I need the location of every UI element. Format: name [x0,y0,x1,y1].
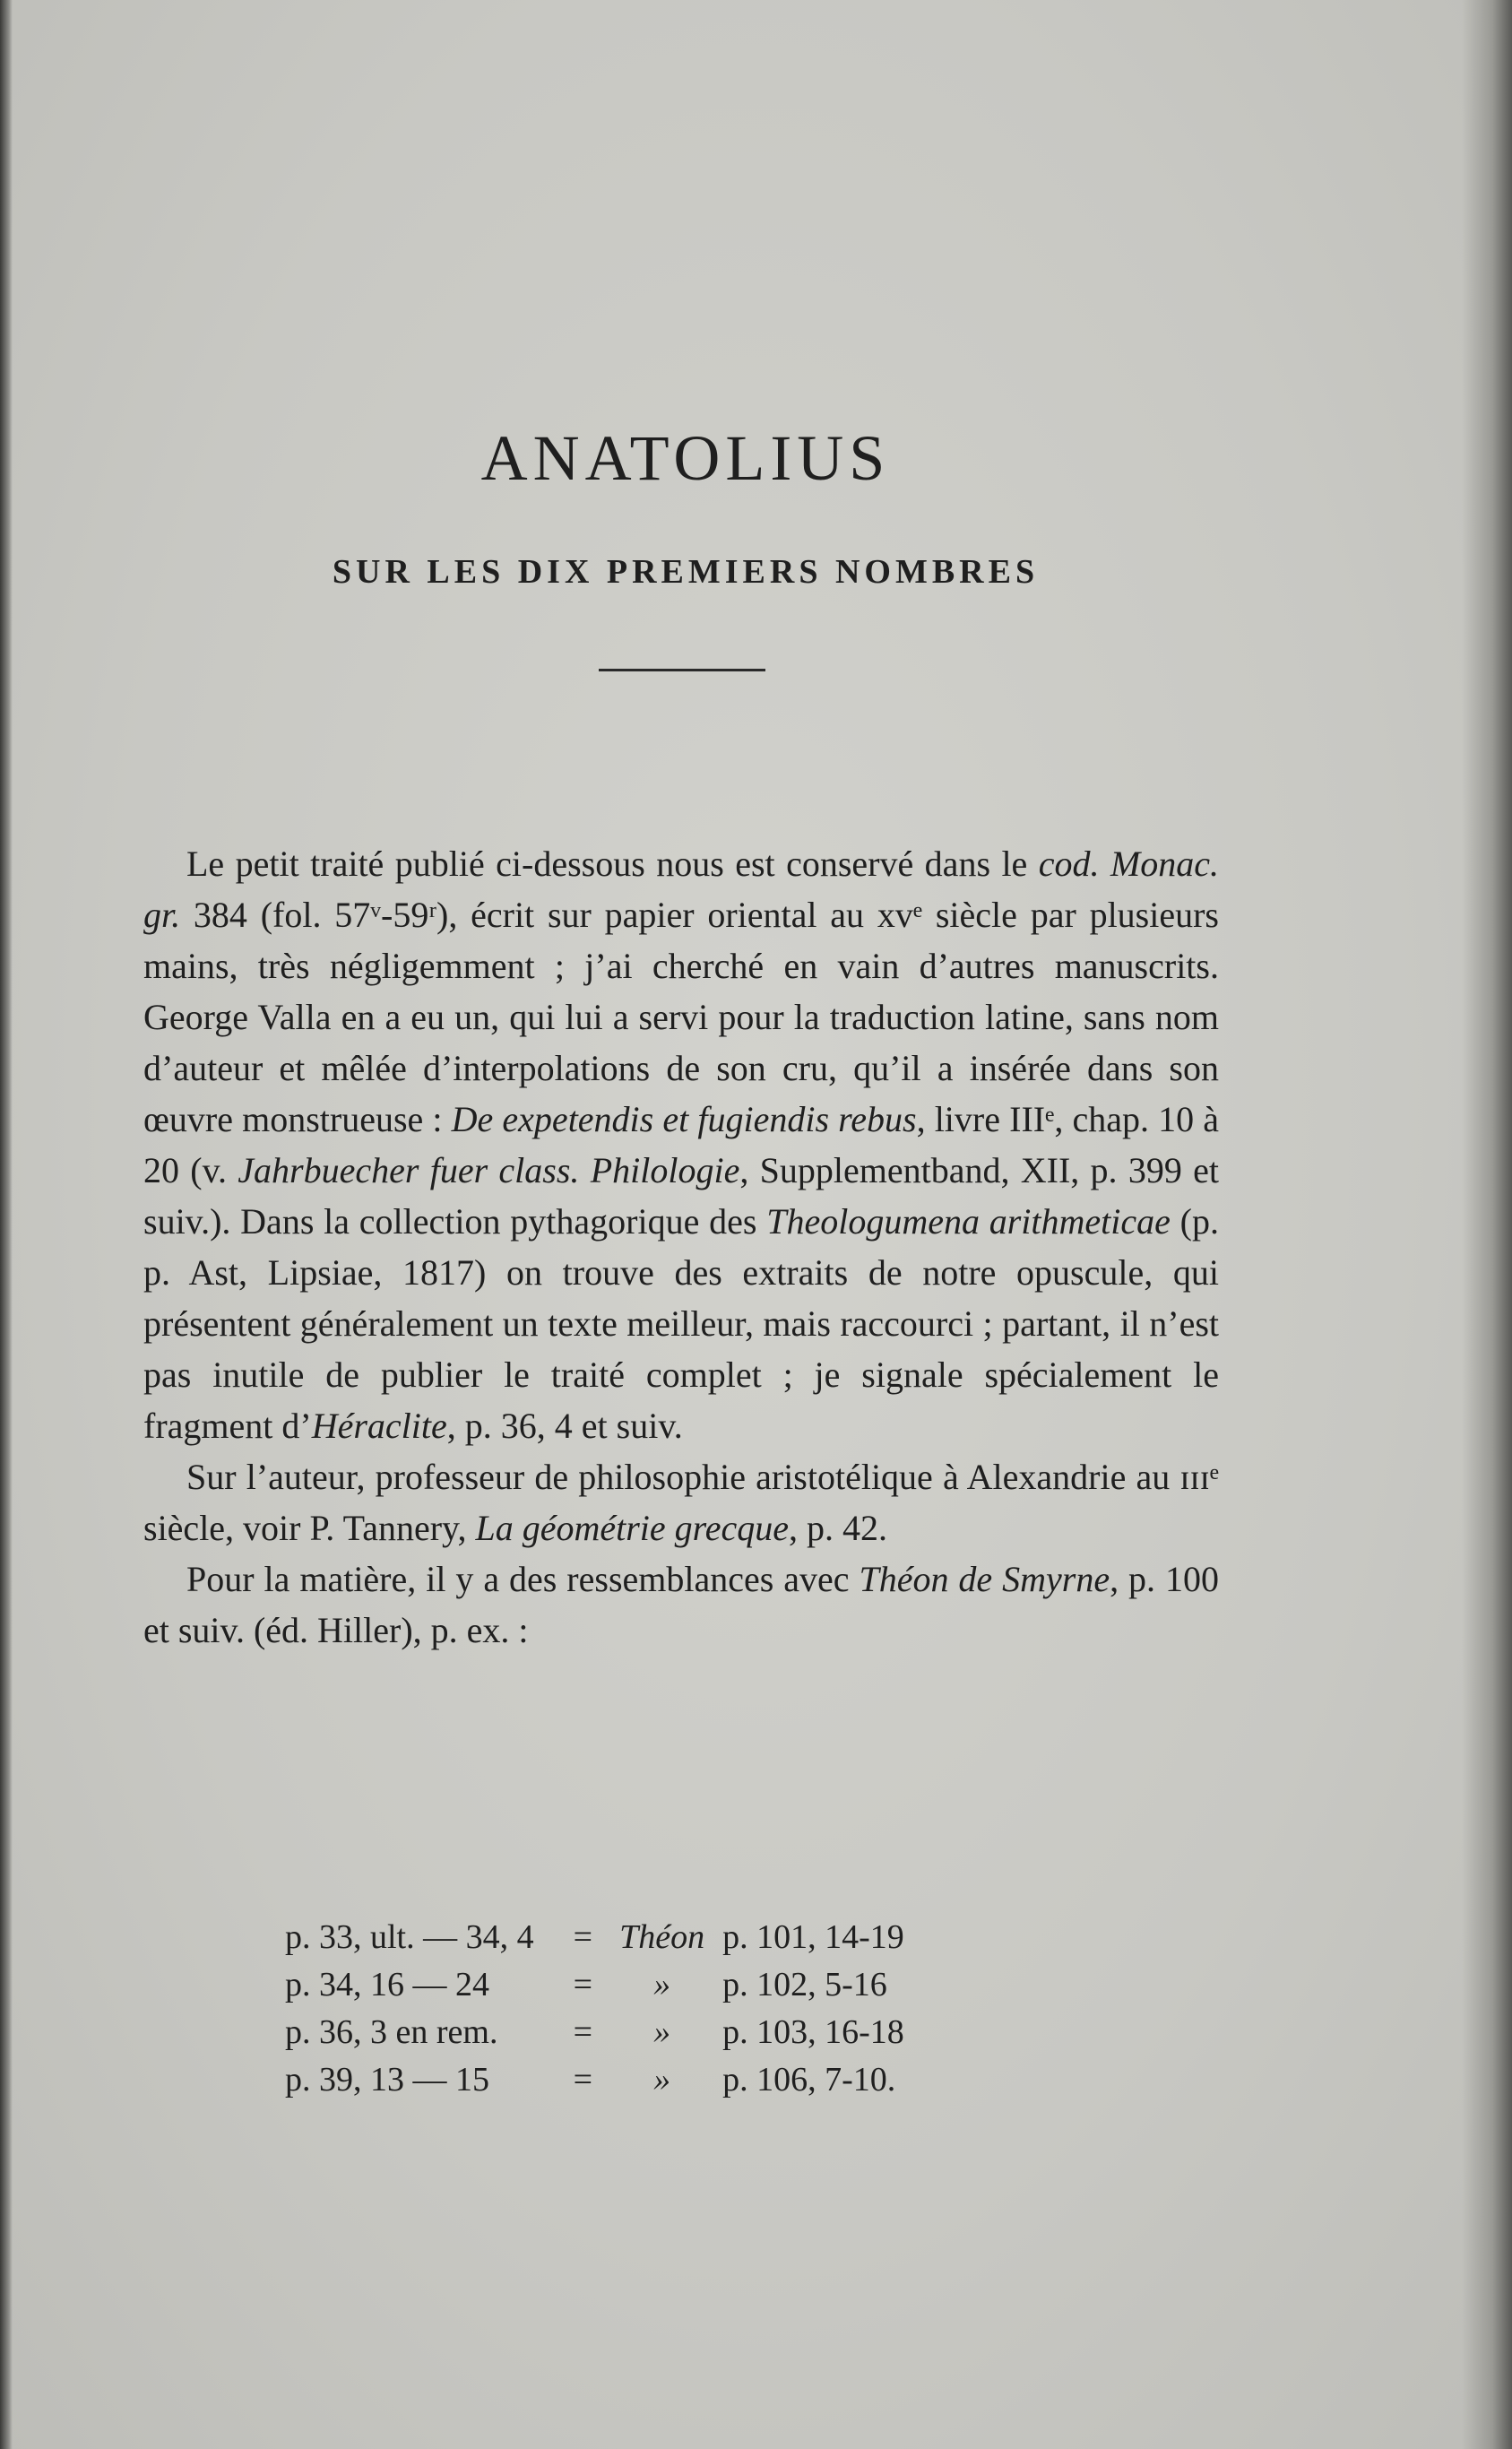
italic-run: Théon de Smyrne [859,1559,1110,1599]
reference-target: p. 102, 5-16 [722,1966,887,2003]
text-run: Pour la matière, il y a des ressemblances avec [186,1559,860,1599]
reference-target: p. 106, 7-10. [722,2061,896,2099]
reference-row [285,2056,917,2104]
italic-run: cod. Monac. gr. [143,844,1220,935]
reference-source: Théon [619,1918,705,1956]
italic-run: La géométrie grecque [475,1508,789,1548]
reference-target: p. 101, 14-19 [722,1918,904,1956]
page-title: ANATOLIUS [480,422,891,494]
italic-run: Héraclite [311,1406,447,1446]
text-run: , p. 42. [788,1508,887,1548]
reference-target: p. 103, 16-18 [722,2013,904,2051]
italic-run: Theologumena arithmeticae [766,1201,1171,1242]
page-subtitle: SUR LES DIX PREMIERS NOMBRES [332,553,1040,591]
reference-left: p. 39, 13 — 15 [285,2061,489,2099]
italic-run: De expetendis et fugiendis rebus [451,1099,917,1139]
text-run: , livre IIIᵉ, chap. 10 à 20 (v. [143,1099,1219,1190]
paragraph-author [143,1451,1219,1553]
paragraph-matter [143,1553,1219,1656]
reference-left: p. 36, 3 en rem. [285,2013,498,2051]
reference-row [285,1961,917,2009]
page-right-edge [1462,0,1512,2449]
text-run: , p. 36, 4 et suiv. [446,1406,683,1446]
text-run: Le petit traité publié ci-dessous nous est conservé dans le [186,844,1039,884]
reference-left: p. 33, ult. — 34, 4 [285,1918,534,1956]
reference-source: » [653,2061,671,2099]
reference-source: » [653,1966,671,2003]
text-run: 384 (fol. 57ᵛ-59ʳ), écrit sur papier oriental au xvᵉ siècle par plusieurs mains, très négligemment ; j’ai cherché en vain d’autres manuscrits. George Valla en a eu un, qui lui a servi pour la traduction latine, sans nom d’auteur et mêlée d’interpolations de son cru, qu’il a insérée dans son œuvre monstrueuse : [143,895,1219,1139]
reference-row [285,1914,917,1961]
body-text [143,838,1219,1656]
reference-source: » [653,2013,671,2051]
italic-run: Jahrbuecher fuer class. Philologie [238,1150,740,1190]
text-run: (p. p. Ast, Lipsiae, 1817) on trouve des extraits de notre opuscule, qui présentent généralement un texte meilleur, mais raccourci ; partant, il n’est pas inutile de publier le traité complet ; je signale spécialement le fragment d’ [143,1201,1219,1446]
reference-row [285,2009,917,2056]
text-run: , Supplementband, XII, p. 399 et suiv.). Dans la collection pythagorique des [143,1150,1219,1242]
text-run: Sur l’auteur, professeur de philosophie aristotélique à Alexandrie au ɪɪɪᵉ siècle, voir P. Tannery, [143,1457,1219,1548]
title-divider [599,669,765,671]
reference-equals: = [573,1918,593,1956]
paragraph-intro [143,838,1219,1451]
reference-left: p. 34, 16 — 24 [285,1966,489,2003]
text-run: , p. 100 et suiv. (éd. Hiller), p. ex. : [143,1559,1220,1650]
page-left-edge [0,0,13,2449]
reference-equals: = [573,2061,593,2099]
reference-equals: = [573,2013,593,2051]
reference-equals: = [573,1966,593,2003]
reference-table [285,1914,917,2104]
